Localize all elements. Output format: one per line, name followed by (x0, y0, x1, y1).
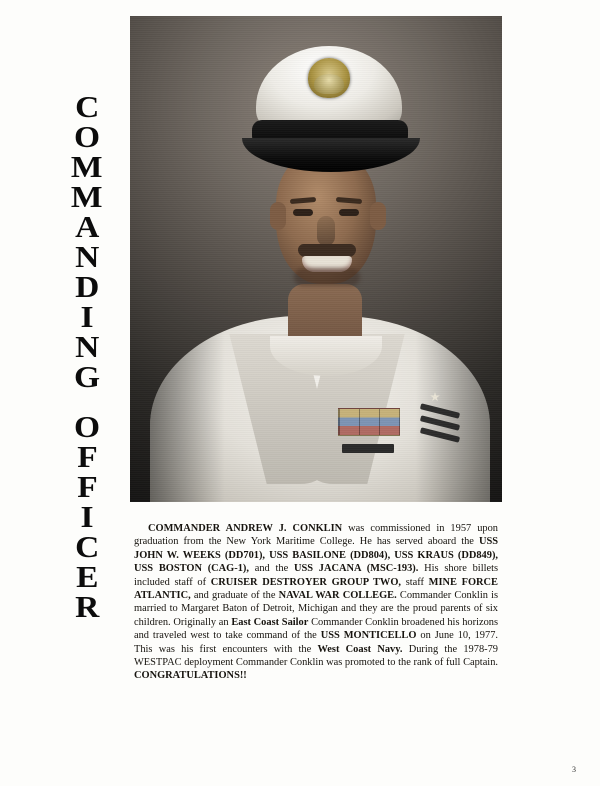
ribbon-bar (338, 408, 400, 436)
title-letter: E (75, 559, 99, 594)
bio-text: Commander Conklin is married to Margaret Baton of Detroit, Michigan and they are the proud parents of six children. Originally an (134, 590, 498, 628)
title-letter: I (80, 499, 94, 534)
cap-eagle-insignia-icon (308, 58, 350, 98)
eye-left (293, 209, 313, 216)
bio-text: and the (248, 563, 294, 575)
bio-emphasis: NAVAL WAR COLLEGE. (278, 590, 397, 602)
title-letter: I (80, 299, 94, 334)
bio-emphasis: CRUISER DESTROYER GROUP TWO, (210, 576, 402, 588)
bio-text: and graduate of the (190, 590, 279, 602)
bio-text: was commissioned in 1957 upon graduation from the New York Maritime College. He has served aboard the (134, 523, 498, 548)
photo-background (130, 16, 502, 502)
bio-emphasis: West Coast Navy. (317, 643, 403, 655)
bio-emphasis: USS JOHN W. WEEKS (DD701), USS BASILONE (DD804), USS KRAUS (DD849), USS BOSTON (CAG-1), (134, 536, 498, 575)
page-title-vertical (58, 89, 116, 672)
title-letter: F (76, 439, 98, 474)
bio-emphasis: COMMANDER ANDREW J. CONKLIN (148, 523, 343, 534)
bio-text: on June 10, 1977. This was his first encounters with the (134, 630, 498, 655)
bio-emphasis: CONGRATULATIONS!! (134, 670, 247, 682)
title-letter: M (71, 179, 103, 214)
biography-paragraph (134, 522, 498, 683)
bio-text: His shore billets included staff of (134, 563, 499, 588)
title-letter: C (74, 529, 100, 564)
bio-emphasis: USS JACANA (MSC-193). (293, 563, 419, 575)
bio-emphasis: USS MONTICELLO (320, 630, 417, 642)
title-letter: N (74, 329, 100, 364)
title-letter: A (74, 209, 100, 244)
officer-figure (130, 16, 502, 502)
title-letter: O (73, 119, 101, 154)
chin-shadow (294, 268, 360, 286)
ear-left (270, 202, 286, 230)
title-letter: M (71, 149, 103, 184)
eye-right (339, 209, 359, 216)
bio-text: staff (401, 576, 429, 588)
title-letter: D (74, 269, 100, 304)
title-letter: R (74, 589, 100, 624)
ear-right (370, 202, 386, 230)
title-letter: N (74, 239, 100, 274)
officer-cap-brim (242, 138, 420, 172)
bio-text: During the 1978-79 WESTPAC deployment Commander Conklin was promoted to the rank of full Captain. (134, 643, 498, 669)
page-number: 3 (572, 765, 576, 774)
name-tag (342, 444, 394, 453)
title-letter: F (76, 469, 98, 504)
bio-emphasis: MINE FORCE ATLANTIC, (134, 576, 498, 602)
nose (317, 216, 335, 246)
bio-emphasis: East Coast Sailor (231, 616, 309, 628)
title-letter: C (74, 89, 100, 124)
bio-text: Commander Conklin broadened his horizons and traveled west to take command of the (134, 616, 498, 642)
title-letter: G (73, 359, 101, 394)
commanding-officer-photo (130, 16, 502, 502)
title-letter: O (73, 409, 101, 444)
